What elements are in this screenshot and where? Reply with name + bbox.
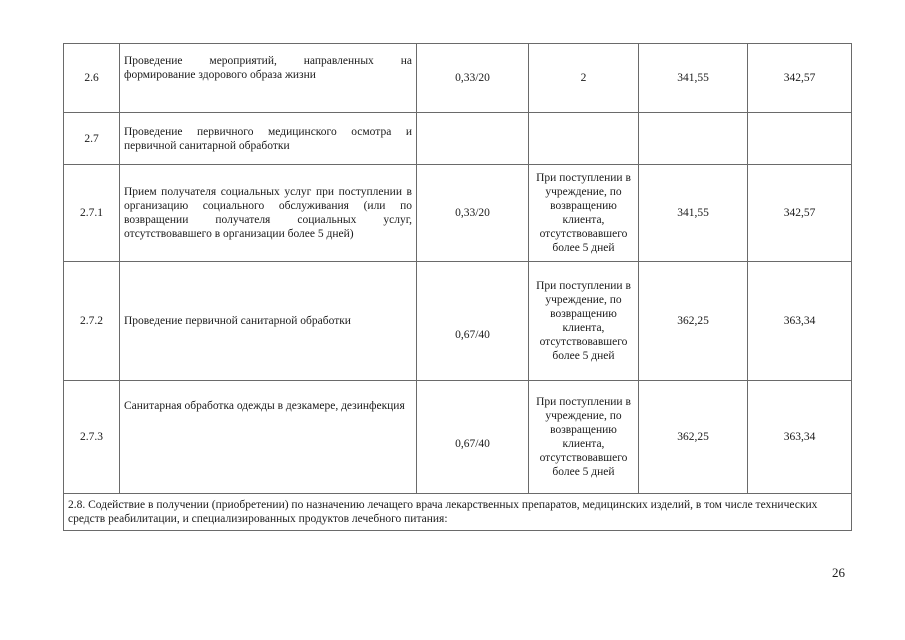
row-description: Проведение первичного медицинского осмотра и первичной санитарной обработки bbox=[120, 113, 417, 165]
table-row bbox=[64, 44, 852, 113]
row-frequency bbox=[529, 113, 639, 165]
row-value-2: 363,34 bbox=[748, 381, 852, 494]
table-row bbox=[64, 165, 852, 262]
row-description: Проведение первичной санитарной обработки bbox=[120, 262, 417, 381]
row-description: Прием получателя социальных услуг при поступлении в организацию социального обслуживания (или по возвращении получателя социальных услуг, отсутствовавшего в организации более 5 дней) bbox=[120, 165, 417, 262]
row-frequency: При поступлении в учреждение, по возвращению клиента, отсутствовавшего более 5 дней bbox=[529, 165, 639, 262]
row-value-2: 363,34 bbox=[748, 262, 852, 381]
row-norm: 0,33/20 bbox=[417, 165, 529, 262]
row-value-1: 362,25 bbox=[639, 381, 748, 494]
table-row bbox=[64, 494, 852, 531]
section-2-8-heading: 2.8. Содействие в получении (приобретении) по назначению лечащего врача лекарственных препаратов, медицинских изделий, в том числе технических средств реабилитации, и специализированных продуктов лечебного питания: bbox=[64, 494, 852, 531]
row-frequency: При поступлении в учреждение, по возвращению клиента, отсутствовавшего более 5 дней bbox=[529, 381, 639, 494]
row-value-1: 341,55 bbox=[639, 165, 748, 262]
row-norm: 0,67/40 bbox=[417, 262, 529, 381]
table-row bbox=[64, 381, 852, 494]
row-value-2 bbox=[748, 113, 852, 165]
table-row bbox=[64, 262, 852, 381]
row-number: 2.6 bbox=[64, 44, 120, 113]
row-norm bbox=[417, 113, 529, 165]
row-value-1: 362,25 bbox=[639, 262, 748, 381]
row-norm: 0,33/20 bbox=[417, 44, 529, 113]
row-frequency: При поступлении в учреждение, по возвращению клиента, отсутствовавшего более 5 дней bbox=[529, 262, 639, 381]
row-number: 2.7.3 bbox=[64, 381, 120, 494]
table-row bbox=[64, 113, 852, 165]
row-description: Проведение мероприятий, направленных на формирование здорового образа жизни bbox=[120, 44, 417, 113]
row-value-2: 342,57 bbox=[748, 44, 852, 113]
row-description: Санитарная обработка одежды в дезкамере, дезинфекция bbox=[120, 381, 417, 494]
row-number: 2.7.1 bbox=[64, 165, 120, 262]
row-number: 2.7.2 bbox=[64, 262, 120, 381]
row-frequency: 2 bbox=[529, 44, 639, 113]
services-table bbox=[63, 43, 852, 531]
row-value-1 bbox=[639, 113, 748, 165]
row-norm: 0,67/40 bbox=[417, 381, 529, 494]
row-number: 2.7 bbox=[64, 113, 120, 165]
page-number: 26 bbox=[832, 565, 845, 580]
row-value-1: 341,55 bbox=[639, 44, 748, 113]
row-value-2: 342,57 bbox=[748, 165, 852, 262]
